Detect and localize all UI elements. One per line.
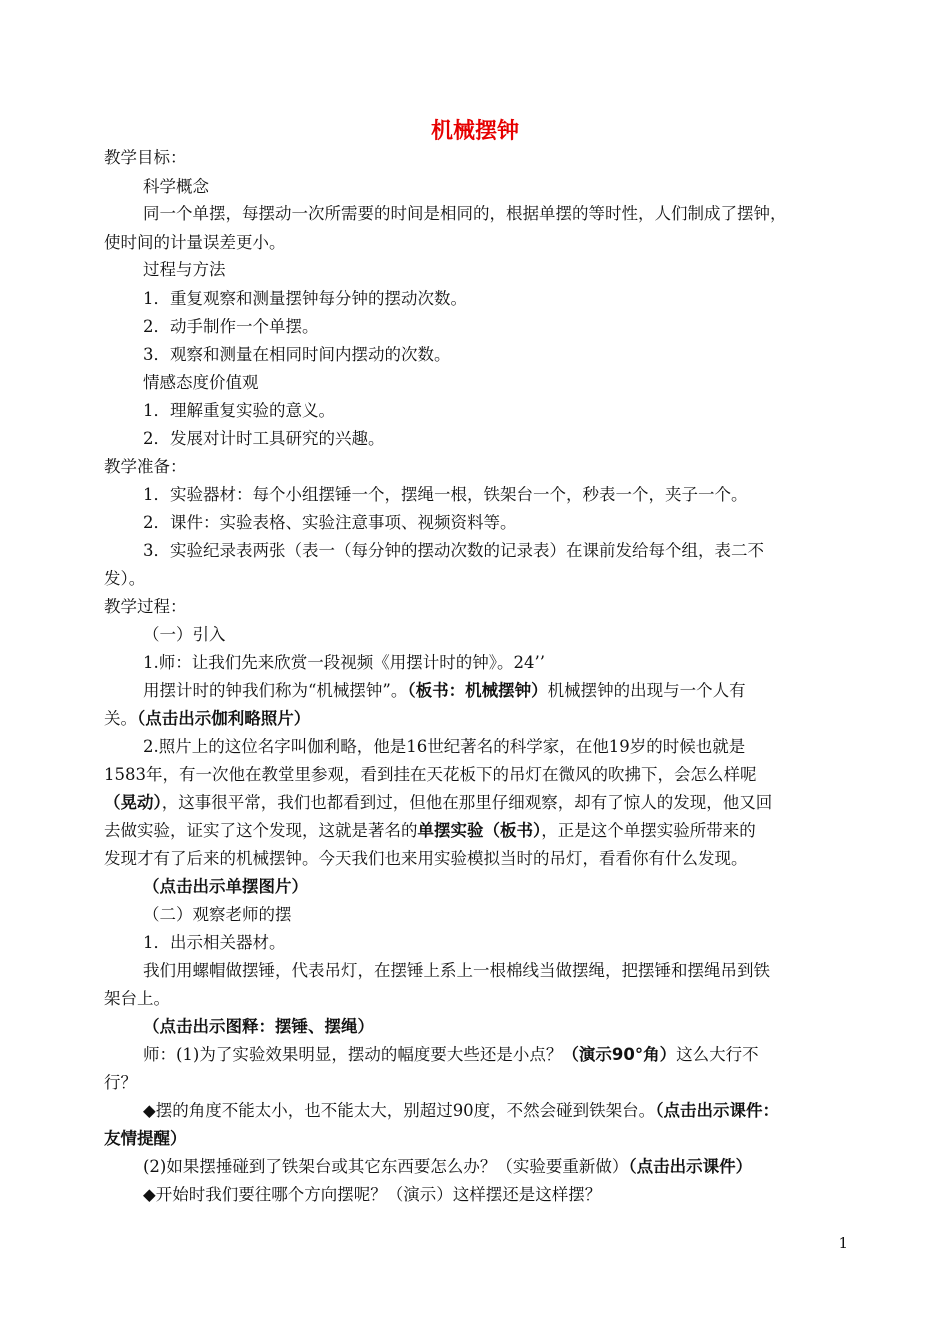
line-text: 师：(1)为了实验效果明显，摆动的幅度要大些还是小点？ xyxy=(143,1045,563,1064)
bold-text: 单摆实验（板书） xyxy=(417,821,542,840)
line-text: 机械摆钟的出现与一个人有 xyxy=(547,681,746,700)
text-line xyxy=(143,259,226,281)
text-line xyxy=(143,176,209,198)
text-line xyxy=(143,203,787,225)
text-line xyxy=(104,568,145,590)
text-line xyxy=(104,792,772,814)
text-line xyxy=(143,372,259,394)
line-text: ，这事很平常，我们也都看到过，但他在那里仔细观察，却有了惊人的发现，他又回 xyxy=(161,793,773,812)
bold-text: （点击出示课件） xyxy=(628,1157,753,1176)
text-line xyxy=(104,988,170,1010)
text-line xyxy=(104,764,757,786)
line-text: 1583年，有一次他在教堂里参观，看到挂在天花板下的吊灯在微风的吹拂下，会怎么样呢 xyxy=(104,765,757,784)
line-text: 2．动手制作一个单摆。 xyxy=(143,317,319,336)
line-text: 发）。 xyxy=(104,569,146,588)
line-text: 过程与方法 xyxy=(143,260,226,279)
text-line xyxy=(104,1072,137,1094)
line-text: （一）引入 xyxy=(143,625,226,644)
line-text: 我们用螺帽做摆锤，代表吊灯，在摆锤上系上一根棉线当做摆绳，把摆锤和摆绳吊到铁 xyxy=(143,961,770,980)
line-text: 1．重复观察和测量摆钟每分钟的摆动次数。 xyxy=(143,289,467,308)
line-text: （二）观察老师的摆 xyxy=(143,905,292,924)
text-line xyxy=(143,512,517,534)
text-line xyxy=(143,288,467,310)
text-line xyxy=(143,1016,374,1038)
line-text: 去做实验，证实了这个发现，这就是著名的 xyxy=(104,821,418,840)
line-text: 1．出示相关器材。 xyxy=(143,933,286,952)
line-text: ，正是这个单摆实验所带来的 xyxy=(541,821,756,840)
line-text: 3．实验纪录表两张（表一（每分钟的摆动次数的记录表）在课前发给每个组，表二不 xyxy=(143,541,764,560)
line-text: ◆开始时我们要往哪个方向摆呢？（演示）这样摆还是这样摆？ xyxy=(143,1185,602,1204)
line-text: 教学目标： xyxy=(104,148,187,167)
text-line xyxy=(104,820,756,842)
text-line xyxy=(104,232,286,254)
text-line xyxy=(143,876,308,898)
line-text: 架台上。 xyxy=(104,989,170,1008)
line-text: 行？ xyxy=(104,1073,137,1092)
bold-text: （演示90°角） xyxy=(562,1045,677,1064)
line-text: 用摆计时的钟我们称为“机械摆钟”。 xyxy=(143,681,408,700)
text-line xyxy=(143,316,319,338)
text-line xyxy=(143,736,745,758)
text-line xyxy=(104,596,187,618)
text-line xyxy=(143,344,451,366)
text-line xyxy=(143,624,226,646)
line-text: 同一个单摆，每摆动一次所需要的时间是相同的，根据单摆的等时性，人们制成了摆钟， xyxy=(143,204,787,223)
text-line xyxy=(143,484,748,506)
bold-text: 友情提醒） xyxy=(104,1129,187,1148)
line-text: 1．实验器材：每个小组摆锤一个，摆绳一根，铁架台一个，秒表一个，夹子一个。 xyxy=(143,485,748,504)
bold-text: （点击出示单摆图片） xyxy=(143,877,308,896)
line-text: 发现才有了后来的机械摆钟。今天我们也来用实验模拟当时的吊灯，看看你有什么发现。 xyxy=(104,849,748,868)
text-line xyxy=(143,904,292,926)
page-title: 机械摆钟 xyxy=(430,119,519,144)
text-line xyxy=(143,428,385,450)
bold-text: （点击出示图释：摆锤、摆绳） xyxy=(143,1017,374,1036)
text-line xyxy=(143,1100,779,1122)
line-text: 使时间的计量误差更小。 xyxy=(104,233,286,252)
page-number: 1 xyxy=(838,1234,848,1252)
line-text: 2.照片上的这位名字叫伽利略，他是16世纪著名的科学家，在他19岁的时候也就是 xyxy=(143,737,746,756)
line-text: 这么大行不 xyxy=(676,1045,759,1064)
bold-text: （板书：机械摆钟） xyxy=(407,681,548,700)
text-line xyxy=(143,540,764,562)
line-text: 情感态度价值观 xyxy=(143,373,259,392)
line-text: 关。 xyxy=(104,709,137,728)
text-line xyxy=(143,932,286,954)
line-text: 教学过程： xyxy=(104,597,187,616)
text-line xyxy=(143,1044,759,1066)
text-line xyxy=(143,680,746,702)
line-text: 3．观察和测量在相同时间内摆动的次数。 xyxy=(143,345,451,364)
text-line xyxy=(143,652,545,674)
text-line xyxy=(143,1156,752,1178)
text-line xyxy=(104,456,187,478)
text-line xyxy=(143,400,335,422)
line-text: 2．课件：实验表格、实验注意事项、视频资料等。 xyxy=(143,513,517,532)
text-line xyxy=(143,1184,601,1206)
bold-text: （晃动） xyxy=(104,793,162,812)
line-text: 2．发展对计时工具研究的兴趣。 xyxy=(143,429,385,448)
text-line xyxy=(104,147,187,169)
line-text: ◆摆的角度不能太小，也不能太大，别超过90度，不然会碰到铁架台。 xyxy=(143,1101,656,1120)
line-text: 1．理解重复实验的意义。 xyxy=(143,401,335,420)
line-text: (2)如果摆捶碰到了铁架台或其它东西要怎么办？（实验要重新做） xyxy=(143,1157,629,1176)
text-line xyxy=(104,1128,187,1150)
bold-text: （点击出示课件： xyxy=(655,1101,779,1120)
text-line xyxy=(104,848,748,870)
line-text: 教学准备： xyxy=(104,457,187,476)
text-line xyxy=(104,708,310,730)
bold-text: （点击出示伽利略照片） xyxy=(137,709,311,728)
text-line xyxy=(143,960,770,982)
line-text: 1.师：让我们先来欣赏一段视频《用摆计时的钟》。24’’ xyxy=(143,653,545,672)
line-text: 科学概念 xyxy=(143,177,209,196)
